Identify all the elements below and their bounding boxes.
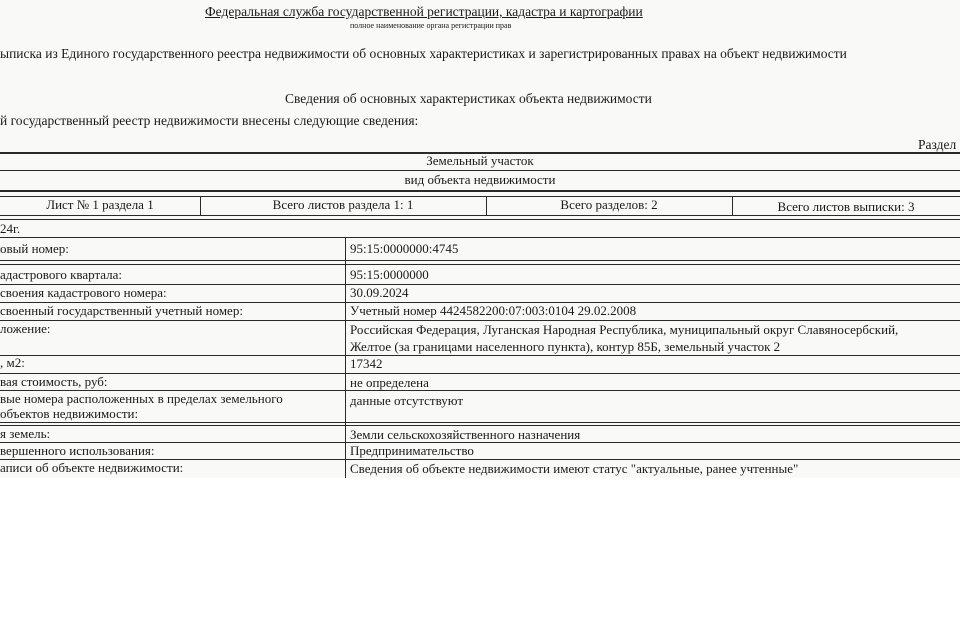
cadastral-quarter-label: адастрового квартала: bbox=[0, 267, 123, 282]
divider bbox=[0, 355, 960, 356]
sheet-number: Лист № 1 раздела 1 bbox=[46, 197, 154, 212]
divider bbox=[0, 237, 960, 238]
area-value: 17342 bbox=[350, 356, 383, 371]
object-kind: Земельный участок bbox=[426, 153, 534, 168]
divider bbox=[0, 373, 960, 374]
object-kind-caption: вид объекта недвижимости bbox=[404, 172, 556, 187]
divider bbox=[0, 425, 960, 426]
location-value-line2: Желтое (за границами населенного пункта), контур 85Б, земельный участок 2 bbox=[350, 339, 781, 354]
divider bbox=[0, 190, 960, 192]
land-category-label: я земель: bbox=[0, 426, 51, 441]
sheets-total: Всего листов выписки: 3 bbox=[777, 199, 915, 214]
area-label: , м2: bbox=[0, 355, 25, 370]
cadastral-value-label: вая стоимость, руб: bbox=[0, 374, 108, 389]
cadastral-number-label: овый номер: bbox=[0, 241, 69, 256]
section-label: Раздел bbox=[918, 137, 957, 152]
blank-area bbox=[0, 478, 960, 640]
location-value-line1: Российская Федерация, Луганская Народная Республика, муниципальный округ Славяносербский, bbox=[350, 322, 899, 337]
objects-within-value: данные отсутствуют bbox=[350, 393, 464, 408]
divider bbox=[0, 320, 960, 321]
sections-total: Всего разделов: 2 bbox=[560, 197, 658, 212]
section-title: Сведения об основных характеристиках объекта недвижимости bbox=[285, 91, 652, 106]
divider bbox=[0, 215, 960, 216]
assignment-date-label: своения кадастрового номера: bbox=[0, 285, 167, 300]
registration-number-label: своенный государственный учетный номер: bbox=[0, 303, 243, 318]
record-status-value: Сведения об объекте недвижимости имеют статус "актуальные, ранее учтенные" bbox=[350, 461, 799, 476]
divider bbox=[0, 170, 960, 171]
divider bbox=[0, 219, 960, 220]
cadastral-number-value: 95:15:0000000:4745 bbox=[350, 241, 459, 256]
divider bbox=[0, 260, 960, 261]
intro-text: й государственный реестр недвижимости внесены следующие сведения: bbox=[0, 113, 419, 128]
registration-number-value: Учетный номер 4424582200:07:003:0104 29.02.2008 bbox=[350, 303, 637, 318]
agency-name: Федеральная служба государственной регистрации, кадастра и картографии bbox=[205, 4, 643, 19]
location-label: ложение: bbox=[0, 321, 51, 336]
divider bbox=[0, 422, 960, 423]
cadastral-value-value: не определена bbox=[350, 375, 429, 390]
land-category-value: Земли сельскохозяйственного назначения bbox=[350, 427, 581, 442]
assignment-date-value: 30.09.2024 bbox=[350, 285, 409, 300]
cadastral-quarter-value: 95:15:0000000 bbox=[350, 267, 429, 282]
objects-within-label: вые номера расположенных в пределах земельного bbox=[0, 391, 283, 406]
record-status-label: аписи об объекте недвижимости: bbox=[0, 460, 184, 475]
date-fragment: 24г. bbox=[0, 221, 21, 236]
objects-within-label-line2: объектов недвижимости: bbox=[0, 406, 139, 421]
document-title: ыписка из Единого государственного реестра недвижимости об основных характеристиках и зарегистрированных правах на объект недвижимости bbox=[0, 46, 847, 61]
permitted-use-value: Предпринимательство bbox=[350, 443, 474, 458]
permitted-use-label: вершенного использования: bbox=[0, 443, 155, 458]
sheets-in-section: Всего листов раздела 1: 1 bbox=[272, 197, 414, 212]
divider bbox=[0, 264, 960, 265]
agency-caption: полное наименование органа регистрации прав bbox=[350, 21, 512, 30]
